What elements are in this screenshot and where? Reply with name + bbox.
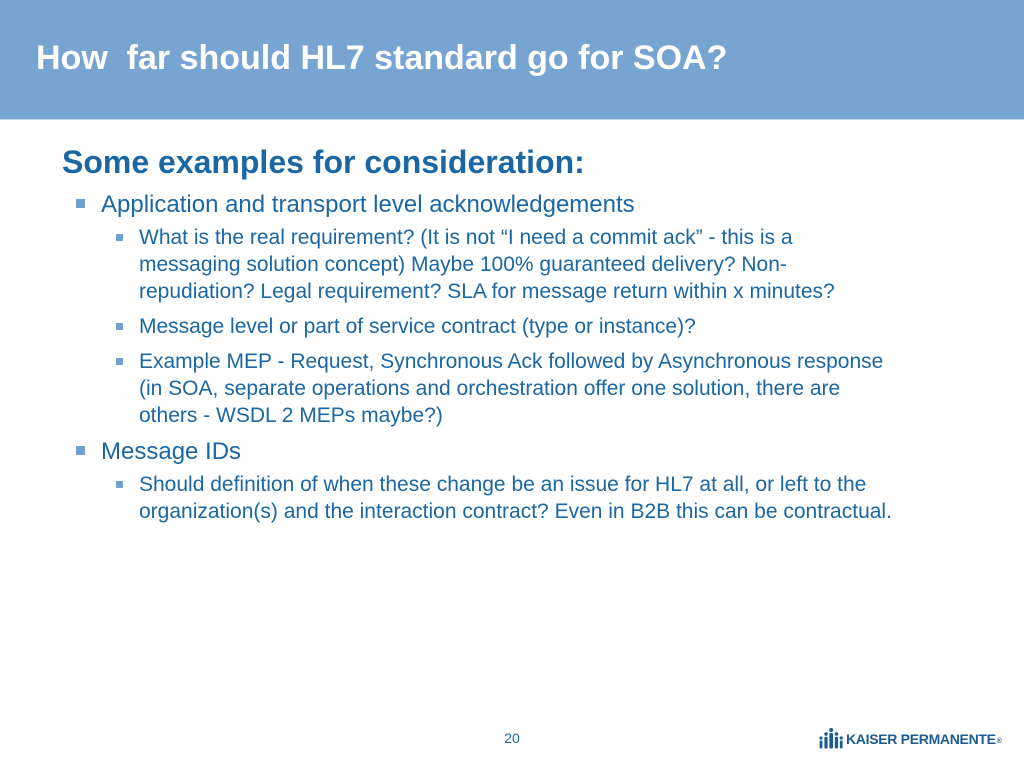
bullet-text: Application and transport level acknowledgements [101,191,635,218]
sub-bullet-text: What is the real requirement? (It is not “I need a commit ack” - this is a messaging solution concept) Maybe 100% guaranteed delivery? Non-repudiation? Legal requirement? SLA for message return within x minutes? [139,226,835,303]
kaiser-permanente-logo [818,727,1002,751]
sub-bullet-list [101,224,931,429]
sub-bullet-item [0,224,899,305]
registered-mark: ® [996,738,1002,745]
square-bullet-icon [116,358,123,365]
square-bullet-icon [76,446,85,455]
sub-bullet-text: Should definition of when these change be an issue for HL7 at all, or left to the organization(s) and the interaction contract? Even in B2B this can be contractual. [139,473,892,523]
square-bullet-icon [116,323,123,330]
bullet-item-message-ids [0,437,931,525]
bullet-item-acknowledgements [0,190,931,429]
slide-subtitle: Some examples for consideration: [62,144,585,180]
logo-name: KAISER PERMANENTE [846,731,996,747]
sub-bullet-text: Example MEP - Request, Synchronous Ack followed by Asynchronous response (in SOA, separate operations and orchestration offer one solution, there are others - WSDL 2 MEPs maybe?) [139,350,884,427]
bullet-list [0,190,1024,533]
sub-bullet-list [101,471,931,525]
square-bullet-icon [116,481,123,488]
logo-text [846,731,1002,747]
square-bullet-icon [76,199,85,208]
sub-bullet-text: Message level or part of service contract (type or instance)? [139,315,696,338]
title-bar [0,0,1024,120]
kaiser-permanente-people-icon [818,727,844,751]
square-bullet-icon [116,234,123,241]
sub-bullet-item [0,471,899,525]
page-number: 20 [504,730,520,746]
sub-bullet-item [0,348,899,429]
bullet-text: Message IDs [101,438,242,465]
sub-bullet-item [0,313,899,340]
slide-title: How far should HL7 standard go for SOA? [36,39,728,77]
